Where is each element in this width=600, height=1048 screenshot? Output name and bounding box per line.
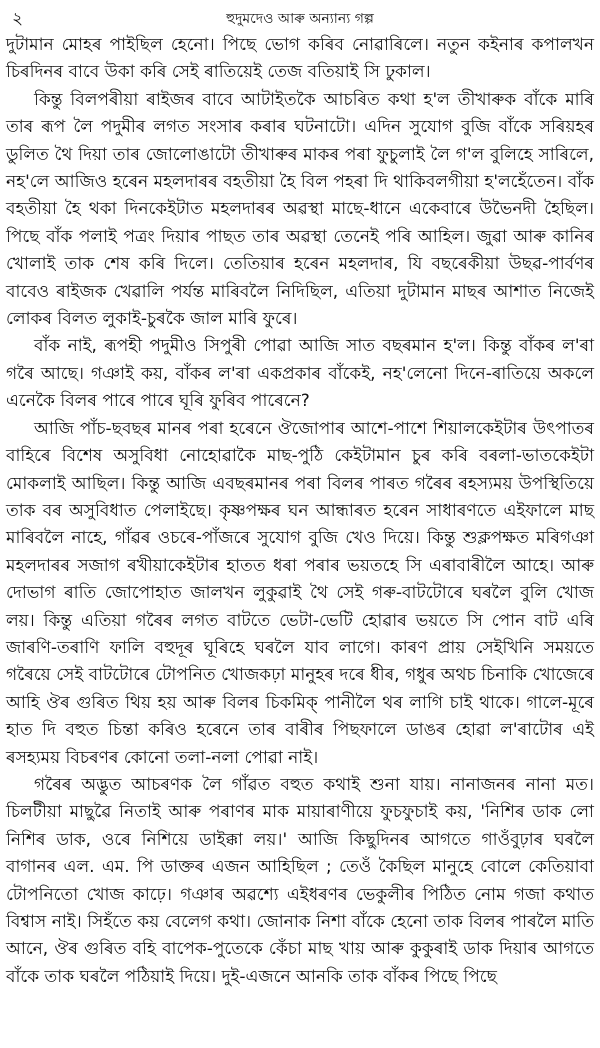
paragraph-1: দুটামান মোহৰ পাইছিল হেনো। পিছে ভোগ কৰিব নোৱাৰিলে। নতুন কইনাৰ কপালখন চিৰদিনৰ বাবে উকা কৰি সেই ৰাতিয়েই তেজ বতিয়াই সি ঢুকাল। <box>6 35 594 83</box>
paragraph-3: বাঁক নাই, ৰূপহী পদুমীও সিপুৰী পোৱা আজি সাত বছৰমান হ'ল। কিন্তু বাঁকৰ ল'ৰা গৰৈ আছে। গঞাই কয়, বাঁকৰ ল'ৰা একপ্ৰকাৰ বাঁকেই, নহ'লেনো দিনে-ৰাতিয়ে অকলে এনেকৈ বিলৰ পাৰে পাৰে ঘূৰি ফুৰিব পাৰেনে? <box>6 336 594 412</box>
page-header <box>6 6 594 32</box>
paragraph-4: আজি পাঁচ-ছবছৰ মানৰ পৰা হৰেনে ঔজোপাৰ আশে-পাশে শিয়ালকেইটাৰ উৎপাতৰ বাহিৰে বিশেষ অসুবিধা নোহোৱাকৈ মাছ-পুঠি কেইটামান চুৰ কৰি বৰলা-ভাতকেইটা মোকলাই আছিল। কিন্তু আজি এবছৰমানৰ পৰা বিলৰ পাৰত গৰৈৰ ৰহস্যময় উপস্থিতিয়ে তাক বৰ অসুবিধাত পেলাইছে। কৃষ্ণপক্ষৰ ঘন আন্ধাৰত হৰেন সাধাৰণতে এইফালে মাছ মাৰিবলৈ নাহে, গাঁৱৰ ওচৰে-পাঁজৰে সুযোগ বুজি খেও দিয়ে। কিন্তু শুক্লপক্ষত মৰিগঞা মহলদাৰৰ সজাগ ৰখীয়াকেইটাৰ হাতত ধৰা পৰাৰ ভয়তহে সি এৰাবাৰীলৈ আহে। আৰু দোভাগ ৰাতি জোপোহাত জালখন লুকুৱাই থৈ সেই গৰু-বাটটোৰে ঘৰলৈ বুলি খোজ লয়। কিন্তু এতিয়া গৰৈৰ লগত বাটতে ভেটা-ভেটি হোৱাৰ ভয়তে সি পোন বাট এৰি জাৰণি-তৰাণি ফালি বহুদূৰ ঘূৰিহে ঘৰলৈ যাব লাগে। কাৰণ প্ৰায় সেইখিনি সময়তে গৰৈয়ে সেই বাটটোৰে টোপনিত খোজকঢ়া মানুহৰ দৰে ধীৰ, গধুৰ অথচ চিনাকি খোজেৰে আহি ঔৰ গুৰিত থিয় হয় আৰু বিলৰ চিকমিক্ পানীলৈ থৰ লাগি চাই থাকে। গালে-মূৰে হাত দি বহুত চিন্তা কৰিও হৰেনে তাৰ বাৰীৰ পিছফালে ডাঙৰ হোৱা ল'ৰাটোৰ এই ৰসহ্যময় বিচৰণৰ কোনো তলা-নলা পোৱা নাই। <box>6 418 594 768</box>
page-number: ২ <box>12 9 24 29</box>
running-title: হুদুমদেও আৰু অন্যান্য গল্প <box>226 11 374 27</box>
body-text <box>6 32 594 991</box>
paragraph-5: গৰৈৰ অদ্ভুত আচৰণক লৈ গাঁৱত বহুত কথাই শুনা যায়। নানাজনৰ নানা মত। চিলটীয়া মাছুৱৈ নিতাই আৰু পৰাণৰ মাক মায়াৰাণীয়ে ফুচফুচাই কয়, 'নিশিৰ ডাক লো নিশিৰ ডাক, ওৰে নিশিয়ে ডাইক্কা লয়।' আজি কিছুদিনৰ আগতে গাওঁবুঢ়াৰ ঘৰলৈ বাগানৰ এল. এম. পি ডাক্তৰ এজন আহিছিল ; তেওঁ কৈছিল মানুহে বোলে কেতিয়াবা টোপনিতো খোজ কাঢ়ে। গঞাৰ অৱশ্যে এইধৰণৰ ভেকুলীৰ পিঠিত নোম গজা কথাত বিশ্বাস নাই। সিহঁতে কয় বেলেগ কথা। জোনাক নিশা বাঁকে হেনো তাক বিলৰ পাৰলৈ মাতি আনে, ঔৰ গুৰিত বহি বাপেক-পুতেকে কেঁচা মাছ খায় আৰু কুকুৰাই ডাক দিয়াৰ আগতে বাঁকে তাক ঘৰলৈ পঠিয়াই দিয়ে। দুই-এজনে আনকি তাক বাঁকৰ পিছে পিছে <box>6 774 594 987</box>
paragraph-2: কিন্তু বিলপৰীয়া ৰাইজৰ বাবে আটাইতকৈ আচৰিত কথা হ'ল তীখাৰুক বাঁকে মাৰি তাৰ ৰূপ লৈ পদুমীৰ লগত সংসাৰ কৰাৰ ঘটনাটো। এদিন সুযোগ বুজি বাঁকে সৰিয়হৰ ডুলিত থৈ দিয়া তাৰ জোলোঙাটো তীখাৰুৰ মাকৰ পৰা ফুচুলাই লৈ গ'ল বুলিহে সাৰিলে, নহ'লে আজিও হৰেন মহলদাৰৰ বহতীয়া হৈ বিল পহৰা দি থাকিবলগীয়া হ'লহেঁতেন। বাঁক বহতীয়া হৈ থকা দিনকেইটাত মহলদাৰৰ অৱস্থা মাছে-ধানে একেবাৰে উভৈনদী হৈছিল। পিছে বাঁক পলাই পত্ৰং দিয়াৰ পাছত তাৰ অৱস্থা তেনেই পৰি আহিল। জুৱা আৰু কানিৰ খোলাই তাক শেষ কৰি দিলে। তেতিয়াৰ হৰেন মহলদাৰ, যি বছৰেকীয়া উছৱ-পাৰ্বণৰ বাবেও ৰাইজক খেৱালি পৰ্যন্ত মাৰিবলৈ নিদিছিল, এতিয়া দুটামান মাছৰ আশাত নিজেই লোকৰ বিলত লুকাই-চুৰকৈ জাল মাৰি ফুৰে। <box>6 89 594 330</box>
